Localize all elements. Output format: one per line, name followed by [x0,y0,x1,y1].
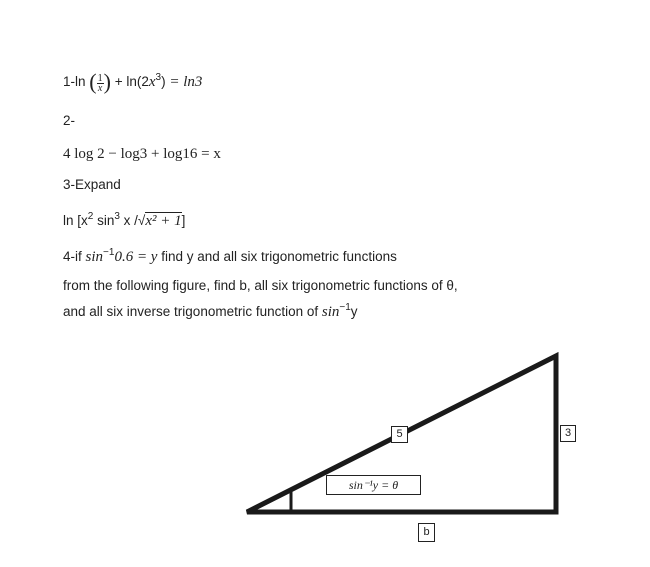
q1-equals: = ln3 [169,74,203,90]
question-3-label: 3-Expand [63,177,121,192]
hypotenuse-label: 5 [391,426,408,443]
q1-prefix: 1-ln [63,74,86,89]
question-2-label: 2- [63,113,76,128]
angle-label: sin⁻¹y = θ [326,475,421,495]
base-label: b [418,523,435,542]
q1-fraction: $\frac{1}{x}$ [97,73,103,94]
vertical-side-label: 3 [560,425,576,442]
q1-plus-ln: + ln(2 [114,74,149,89]
question-1: 1-ln ( $\frac{1}{x}$ ) + $\ln(2x^3) = \ln 3$ [63,69,203,94]
question-4: 4-if $\sin^{-1}0.6 = y$ find y and all six trigonometric functions [63,247,397,265]
question-5-line-2: and all six inverse trigonometric function of $\sin^{-1}y$ [63,302,358,320]
question-5-line-1: from the following figure, find b, all six trigonometric functions of θ, [63,278,458,293]
question-3-expression: $\ln [x^2$ $\sin^3 x$ /√x² + 1] [63,211,186,229]
question-2-equation: 4 log 2 − log3 + log16 = x [63,146,221,162]
